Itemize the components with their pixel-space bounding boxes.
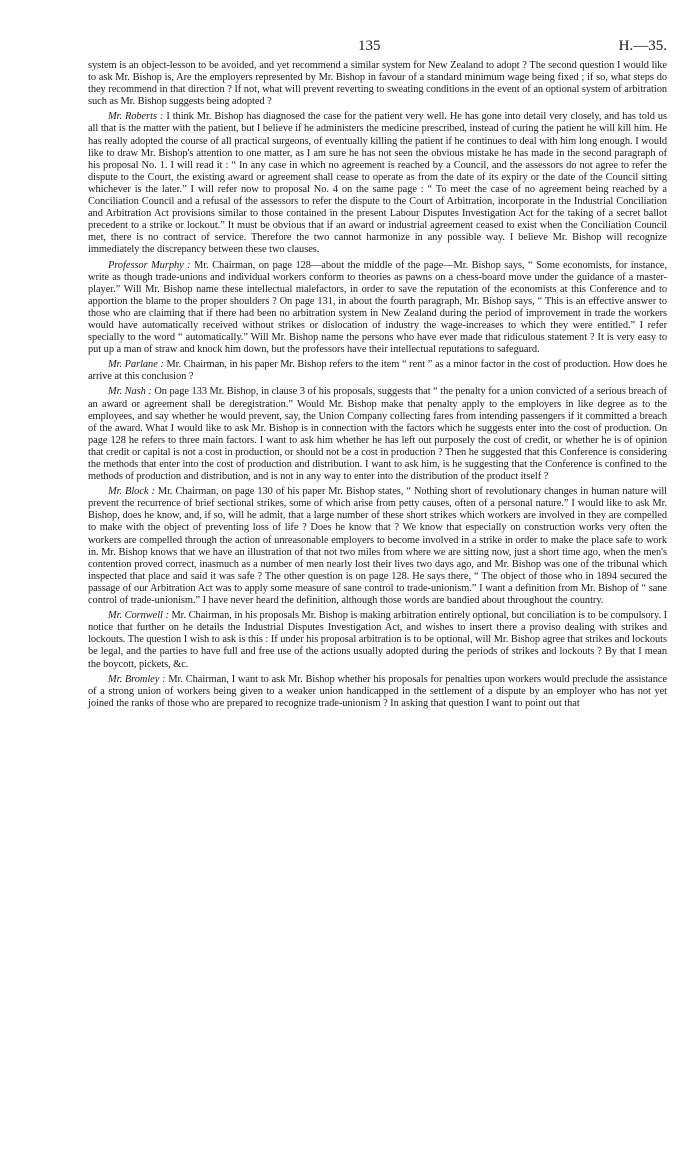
speaker-name: Mr. Parlane : (108, 359, 164, 371)
paragraph (88, 386, 667, 483)
paragraph (88, 610, 667, 670)
paragraph-text: Mr. Chairman, in his paper Mr. Bishop refers to the item “ rent ” as a minor factor in the cost of production. How does he arrive at this conclusion ? (88, 359, 668, 383)
page-number: 135 (358, 38, 381, 54)
speaker-name: Mr. Bromley : (108, 673, 166, 685)
speaker-name: Mr. Cornwell : (108, 610, 169, 622)
paragraph-text: Mr. Chairman, on page 128—about the middle of the page—Mr. Bishop says, “ Some economists, for instance, write as though trade-unions and individual workers conform to theories as pawns on a chess-board move under the guidance of a master-player.” Will Mr. Bishop name these intellectual malefactors, in order to save the reputation of the economists at this Conference and to apportion the blame to the proper shoulders ? On page 131, in about the fourth paragraph, Mr. Bishop says, “ This is an effective answer to those who are claiming that if there had been no arbitration system in New Zealand during the period of improvement in trade the workers would have automatically received without strikes or dislocation of industry the wage-increases to which they were entitled.” I refer specially to the word “ automatically.” Will Mr. Bishop name the persons who have ever made that ridiculous statement ? It is very easy to put up a man of straw and knock him down, but the professors have their intellectual reputations to safeguard. (88, 259, 667, 356)
paragraph-text: system is an object-lesson to be avoided, and yet recommend a similar system for New Zealand to adopt ? The second question I would like to ask Mr. Bishop is, Are the employers represented by Mr. Bishop in favour of a standard minimum wage being fixed ; if so, what steps do they recommend in that direction ? If not, what will prevent reverting to sweating conditions in the event of an optional system of arbitration such as Mr. Bishop suggests being adopted ? (88, 60, 667, 108)
paragraph-text: Mr. Chairman, on page 130 of his paper Mr. Bishop states, “ Nothing short of revolutionary changes in human nature will prevent the recurrence of brief sectional strikes, some of which arise from petty causes, often of a personal nature.” I would like to ask Mr. Bishop, does he know, and, if so, will he admit, that a large number of these short strikes which workers are involved in they are compelled to make with the object of preventing loss of life ? Does he know that ? We know that especially on construction works very often the workers are compelled through the action of unreasonable employers to become involved in a strike in order to make the place safe to work in. Mr. Bishop knows that we have an illustration of that not two miles from where we are sitting now, just a short time ago, when the men's contention proved correct, inasmuch as a number of men nearly lost their lives two days ago, and Mr. Bishop was one of the tribunal which inspected that place and said it was safe ? The other question is on page 128. He says there, “ The object of those who in 1894 secured the passage of our Arbitration Act was to apply some measure of sane control to trade-unionism.” I want a definition from Mr. Bishop of “ sane control of trade-unionism.” I have never heard the definition, although those words are bandied about throughout the country. (88, 486, 667, 607)
document-reference: H.—35. (618, 38, 667, 54)
paragraph (88, 260, 667, 357)
speaker-name: Mr. Block : (108, 486, 155, 498)
speaker-name: Professor Murphy : (108, 259, 191, 271)
speaker-name: Mr. Roberts : (108, 111, 164, 123)
paragraph (88, 60, 667, 108)
speaker-name: Mr. Nash : (108, 386, 152, 398)
paragraph-text: I think Mr. Bishop has diagnosed the case for the patient very well. He has gone into detail very closely, and has told us all that is the matter with the patient, but I believe if he administers the medicine prescribed, instead of curing the patient he will kill him. He has really adopted the course of all practical surgeons, of eventually killing the patient if he continues to deal with him long enough. I would like to draw Mr. Bishop's attention to one matter, as I am sure he has not seen the obvious mistake he has made in the second paragraph of his proposal No. 1. I will read it : “ In any case in which no agreement is reached by a Council, and the assessors do not agree to refer the dispute to the Court, the existing award or agreement shall cease to operate as from the date of its expiry or the date of the Council sitting whichever is the later.” I will refer now to proposal No. 4 on the same page : “ To meet the case of no agreement being reached by a Conciliation Council and a refusal of the assessors to refer the dispute to the Court of Arbitration, incorporate in the Industrial Conciliation and Arbitration Act provisions similar to those contained in the present Labour Disputes Investigation Act for the taking of a secret ballot precedent to a strike or lockout.” It must be obvious that if an award or industrial agreement ceased to exist when the Conciliation Council met, there is no contract of service. Therefore the two cannot harmonize in any possible way. I believe Mr. Bishop will recognize immediately the discrepancy between these two clauses. (88, 111, 667, 256)
paragraph-text: On page 133 Mr. Bishop, in clause 3 of his proposals, suggests that “ the penalty for a union convicted of a serious breach of an award or agreement shall be deregistration.” Would Mr. Bishop make that penalty apply to the employers in like degree as to the employees, and say whether he would prevent, say, the Union Company collecting fares from intending passengers if it committed a breach of the award. What I would like to ask Mr. Bishop is in connection with the factors which he suggests enter into the cost of production. On page 128 he refers to three main factors. I want to ask him whether he has left out purposely the cost of credit, or whether he is of opinion that credit or capital is not a cost in production, or should not be a cost in production ? Then he suggested that this Conference is considering the methods that enter into the cost of production and distribution. I want to ask him, is he suggesting that the Conference is confined to the methods of production and distribution, and is not in any way to enter into the distribution of the product itself ? (88, 386, 667, 483)
paragraph (88, 674, 667, 710)
page-header (88, 0, 667, 60)
paragraph (88, 111, 667, 256)
paragraph (88, 486, 667, 607)
paragraph-text: Mr. Chairman, in his proposals Mr. Bishop is making arbitration entirely optional, but conciliation is to be compulsory. I notice that further on he details the Industrial Disputes Investigation Act, and wishes to insert there a proviso dealing with strikes and lockouts. The question I wish to ask is this : If under his proposal arbitration is to be optional, will Mr. Bishop agree that strikes and lockouts be legal, and the parties to have full and free use of the actions usually adopted during the periods of strikes and lockouts ? By that I mean the boycott, pickets, &c. (88, 610, 667, 670)
paragraph (88, 359, 667, 383)
body-text (88, 60, 667, 710)
paragraph-text: Mr. Chairman, I want to ask Mr. Bishop whether his proposals for penalties upon workers would preclude the assistance of a strong union of workers being given to a weaker union handicapped in the settlement of a dispute by an employer who has not yet joined the ranks of those who are prepared to recognize trade-unionism ? In asking that question I want to point out that (88, 673, 668, 709)
